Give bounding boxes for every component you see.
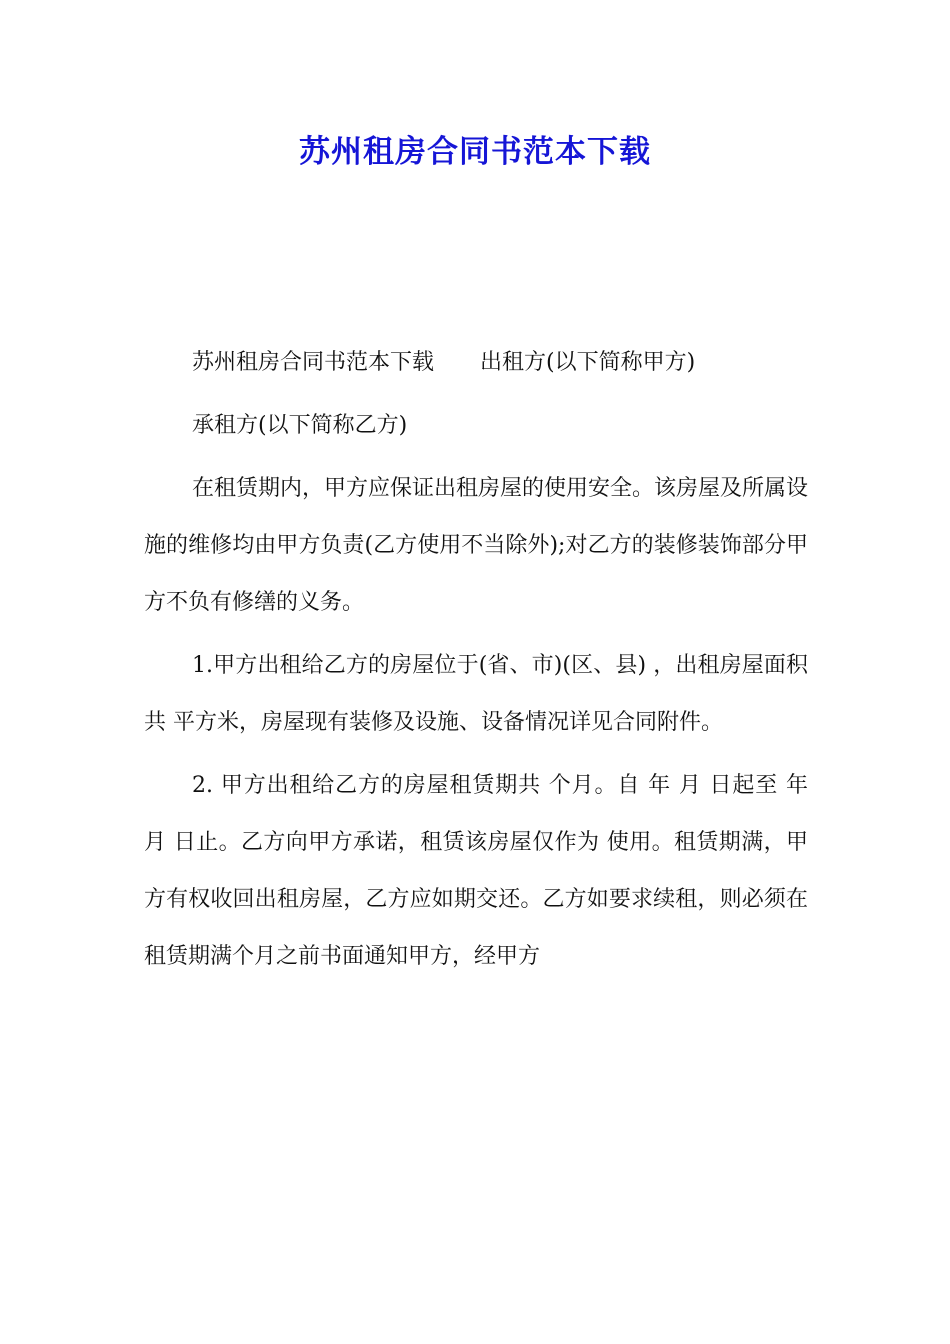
intro-paragraph	[144, 334, 808, 391]
lessor-label: 出租方(以下简称甲方)	[480, 350, 696, 375]
intro-heading: 苏州租房合同书范本下载	[192, 350, 435, 375]
maintenance-paragraph: 在租赁期内，甲方应保证出租房屋的使用安全。该房屋及所属设施的维修均由甲方负责(乙方使用不当除外);对乙方的装修装饰部分甲方不负有修缮的义务。	[144, 476, 809, 615]
document-title: 苏州租房合同书范本下载	[299, 134, 651, 170]
clause-1-paragraph: 1.甲方出租给乙方的房屋位于(省、市)(区、县) ，出租房屋面积共 平方米，房屋现有装修及设施、设备情况详见合同附件。	[144, 653, 808, 735]
clause-2-paragraph: 2. 甲方出租给乙方的房屋租赁期共 个月。自 年 月 日起至 年 月 日止。乙方向甲方承诺，租赁该房屋仅作为 使用。租赁期满，甲方有权收回出租房屋，乙方应如期交还。乙方如要求续租，则必须在租赁期满个月之前书面通知甲方，经甲方	[144, 773, 808, 969]
document-body	[144, 334, 808, 985]
lessee-paragraph: 承租方(以下简称乙方)	[192, 413, 408, 438]
